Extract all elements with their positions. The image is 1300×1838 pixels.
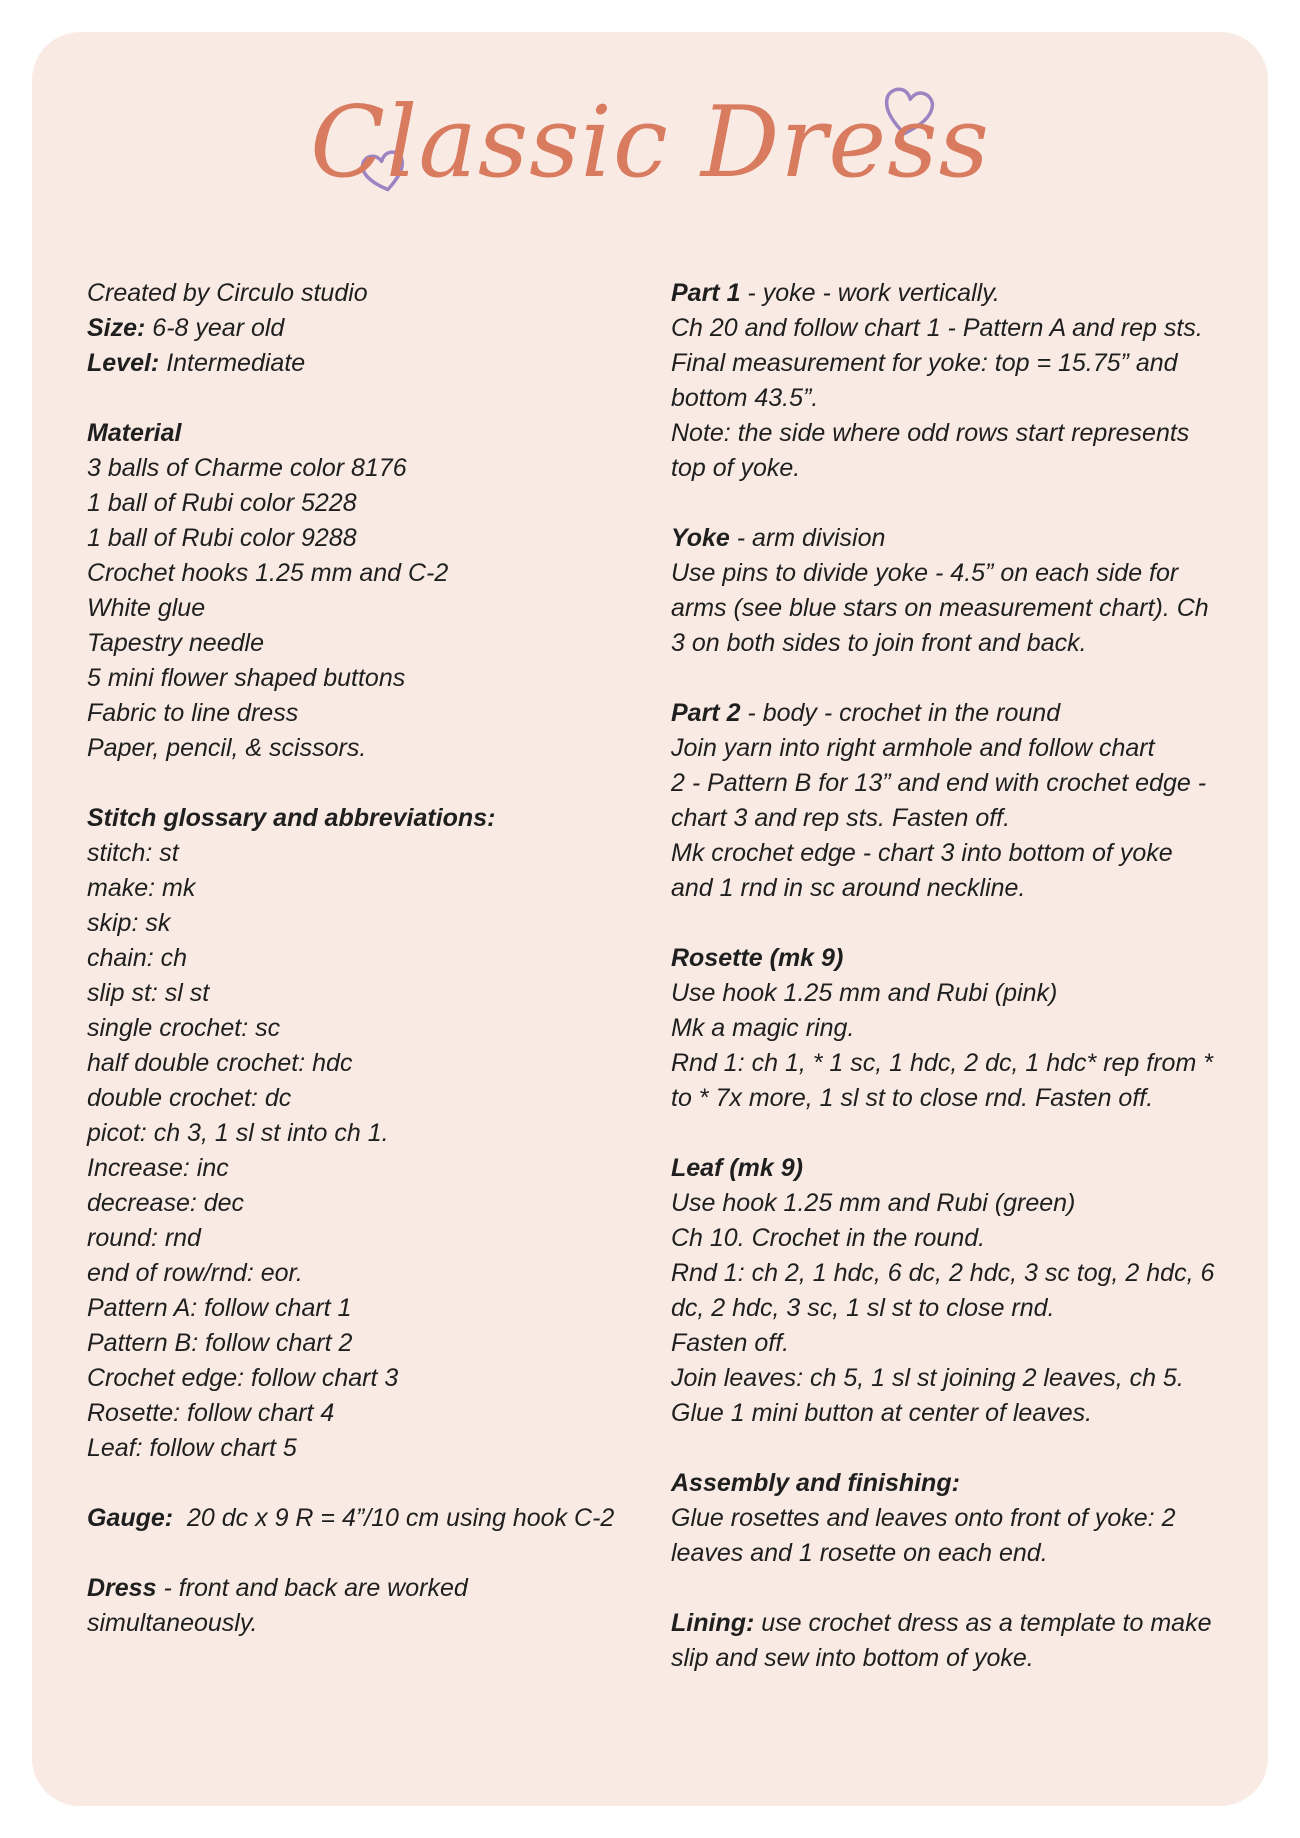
- part1-line: bottom 43.5”.: [671, 384, 819, 412]
- left-column: [87, 276, 647, 1641]
- glossary-item: double crochet: dc: [87, 1084, 292, 1112]
- glossary-item: Leaf: follow chart 5: [87, 1434, 297, 1462]
- leaf-line: Join leaves: ch 5, 1 sl st joining 2 leaves, ch 5.: [671, 1364, 1184, 1392]
- assembly-line: leaves and 1 rosette on each end.: [671, 1539, 1048, 1567]
- rosette-line: to * 7x more, 1 sl st to close rnd. Fasten off.: [671, 1084, 1154, 1112]
- gauge-label: Gauge:: [87, 1504, 174, 1532]
- credit-line: Created by Circulo studio: [87, 279, 368, 307]
- assembly-heading: Assembly and finishing:: [671, 1469, 960, 1497]
- yoke-line: Use pins to divide yoke - 4.5” on each side for: [671, 559, 1179, 587]
- level-line: [87, 346, 647, 381]
- glossary-item: half double crochet: hdc: [87, 1049, 353, 1077]
- part1-line: Ch 20 and follow chart 1 - Pattern A and rep sts.: [671, 314, 1203, 342]
- part1-heading: Part 1 - yoke - work vertically.: [671, 279, 1000, 307]
- level-value: Intermediate: [159, 349, 306, 377]
- material-item: Paper, pencil, & scissors.: [87, 734, 367, 762]
- rosette-line: Use hook 1.25 mm and Rubi (pink): [671, 979, 1058, 1007]
- glossary-item: single crochet: sc: [87, 1014, 281, 1042]
- assembly-line: Glue rosettes and leaves onto front of yoke: 2: [671, 1504, 1176, 1532]
- material-item: Fabric to line dress: [87, 699, 299, 727]
- right-column: [671, 276, 1231, 1676]
- material-heading: Material: [87, 419, 182, 447]
- dress-line: Dress - front and back are worked: [87, 1574, 468, 1602]
- glossary-item: round: rnd: [87, 1224, 201, 1252]
- part2-line: chart 3 and rep sts. Fasten off.: [671, 804, 1011, 832]
- yoke-line: arms (see blue stars on measurement chart). Ch: [671, 594, 1209, 622]
- glossary-item: slip st: sl st: [87, 979, 210, 1007]
- material-item: 5 mini flower shaped buttons: [87, 664, 406, 692]
- glossary-item: decrease: dec: [87, 1189, 245, 1217]
- part2-line: 2 - Pattern B for 13” and end with crochet edge -: [671, 769, 1207, 797]
- glossary-item: make: mk: [87, 874, 196, 902]
- lining-line: slip and sew into bottom of yoke.: [671, 1644, 1034, 1672]
- glossary-item: skip: sk: [87, 909, 171, 937]
- rosette-line: Mk a magic ring.: [671, 1014, 855, 1042]
- part2-line: and 1 rnd in sc around neckline.: [671, 874, 1026, 902]
- material-item: 1 ball of Rubi color 9288: [87, 524, 357, 552]
- yoke-line: 3 on both sides to join front and back.: [671, 629, 1087, 657]
- part1-label: Part 1: [671, 279, 741, 307]
- part2-line: Join yarn into right armhole and follow chart: [671, 734, 1155, 762]
- rosette-line: Rnd 1: ch 1, * 1 sc, 1 hdc, 2 dc, 1 hdc* rep from *: [671, 1049, 1213, 1077]
- lining-line: Lining: use crochet dress as a template to make: [671, 1609, 1212, 1637]
- glossary-heading: Stitch glossary and abbreviations:: [87, 804, 496, 832]
- yoke-label: Yoke: [671, 524, 730, 552]
- material-item: 3 balls of Charme color 8176: [87, 454, 407, 482]
- part2-label: Part 2: [671, 699, 741, 727]
- glossary-item: Pattern B: follow chart 2: [87, 1329, 353, 1357]
- leaf-line: Rnd 1: ch 2, 1 hdc, 6 dc, 2 hdc, 3 sc tog, 2 hdc, 6: [671, 1259, 1215, 1287]
- gauge-line: [87, 1501, 647, 1536]
- dress-label: Dress: [87, 1574, 157, 1602]
- rosette-heading: Rosette (mk 9): [671, 944, 844, 972]
- lining-label: Lining:: [671, 1609, 755, 1637]
- glossary-item: end of row/rnd: eor.: [87, 1259, 303, 1287]
- leaf-line: Fasten off.: [671, 1329, 790, 1357]
- glossary-item: Rosette: follow chart 4: [87, 1399, 335, 1427]
- part1-line: top of yoke.: [671, 454, 801, 482]
- leaf-line: dc, 2 hdc, 3 sc, 1 sl st to close rnd.: [671, 1294, 1055, 1322]
- part1-line: Final measurement for yoke: top = 15.75” and: [671, 349, 1178, 377]
- part2-line: Mk crochet edge - chart 3 into bottom of yoke: [671, 839, 1173, 867]
- part2-heading: Part 2 - body - crochet in the round: [671, 699, 1061, 727]
- material-item: 1 ball of Rubi color 5228: [87, 489, 357, 517]
- level-label: Level:: [87, 349, 160, 377]
- material-item: Tapestry needle: [87, 629, 264, 657]
- glossary-item: stitch: st: [87, 839, 179, 867]
- glossary-item: Increase: inc: [87, 1154, 229, 1182]
- material-item: White glue: [87, 594, 206, 622]
- part1-line: Note: the side where odd rows start represents: [671, 419, 1190, 447]
- size-value: 6-8 year old: [145, 314, 285, 342]
- glossary-item: Pattern A: follow chart 1: [87, 1294, 352, 1322]
- leaf-heading: Leaf (mk 9): [671, 1154, 803, 1182]
- page-title: Classic Dress: [310, 86, 990, 200]
- dress-line: simultaneously.: [87, 1609, 258, 1637]
- gauge-value: 20 dc x 9 R = 4”/10 cm using hook C-2: [173, 1504, 615, 1532]
- size-label: Size:: [87, 314, 146, 342]
- size-line: [87, 311, 647, 346]
- glossary-item: Crochet edge: follow chart 3: [87, 1364, 399, 1392]
- leaf-line: Use hook 1.25 mm and Rubi (green): [671, 1189, 1076, 1217]
- yoke-heading: Yoke - arm division: [671, 524, 886, 552]
- leaf-line: Ch 10. Crochet in the round.: [671, 1224, 986, 1252]
- glossary-item: picot: ch 3, 1 sl st into ch 1.: [87, 1119, 389, 1147]
- material-item: Crochet hooks 1.25 mm and C-2: [87, 559, 449, 587]
- leaf-line: Glue 1 mini button at center of leaves.: [671, 1399, 1093, 1427]
- glossary-item: chain: ch: [87, 944, 188, 972]
